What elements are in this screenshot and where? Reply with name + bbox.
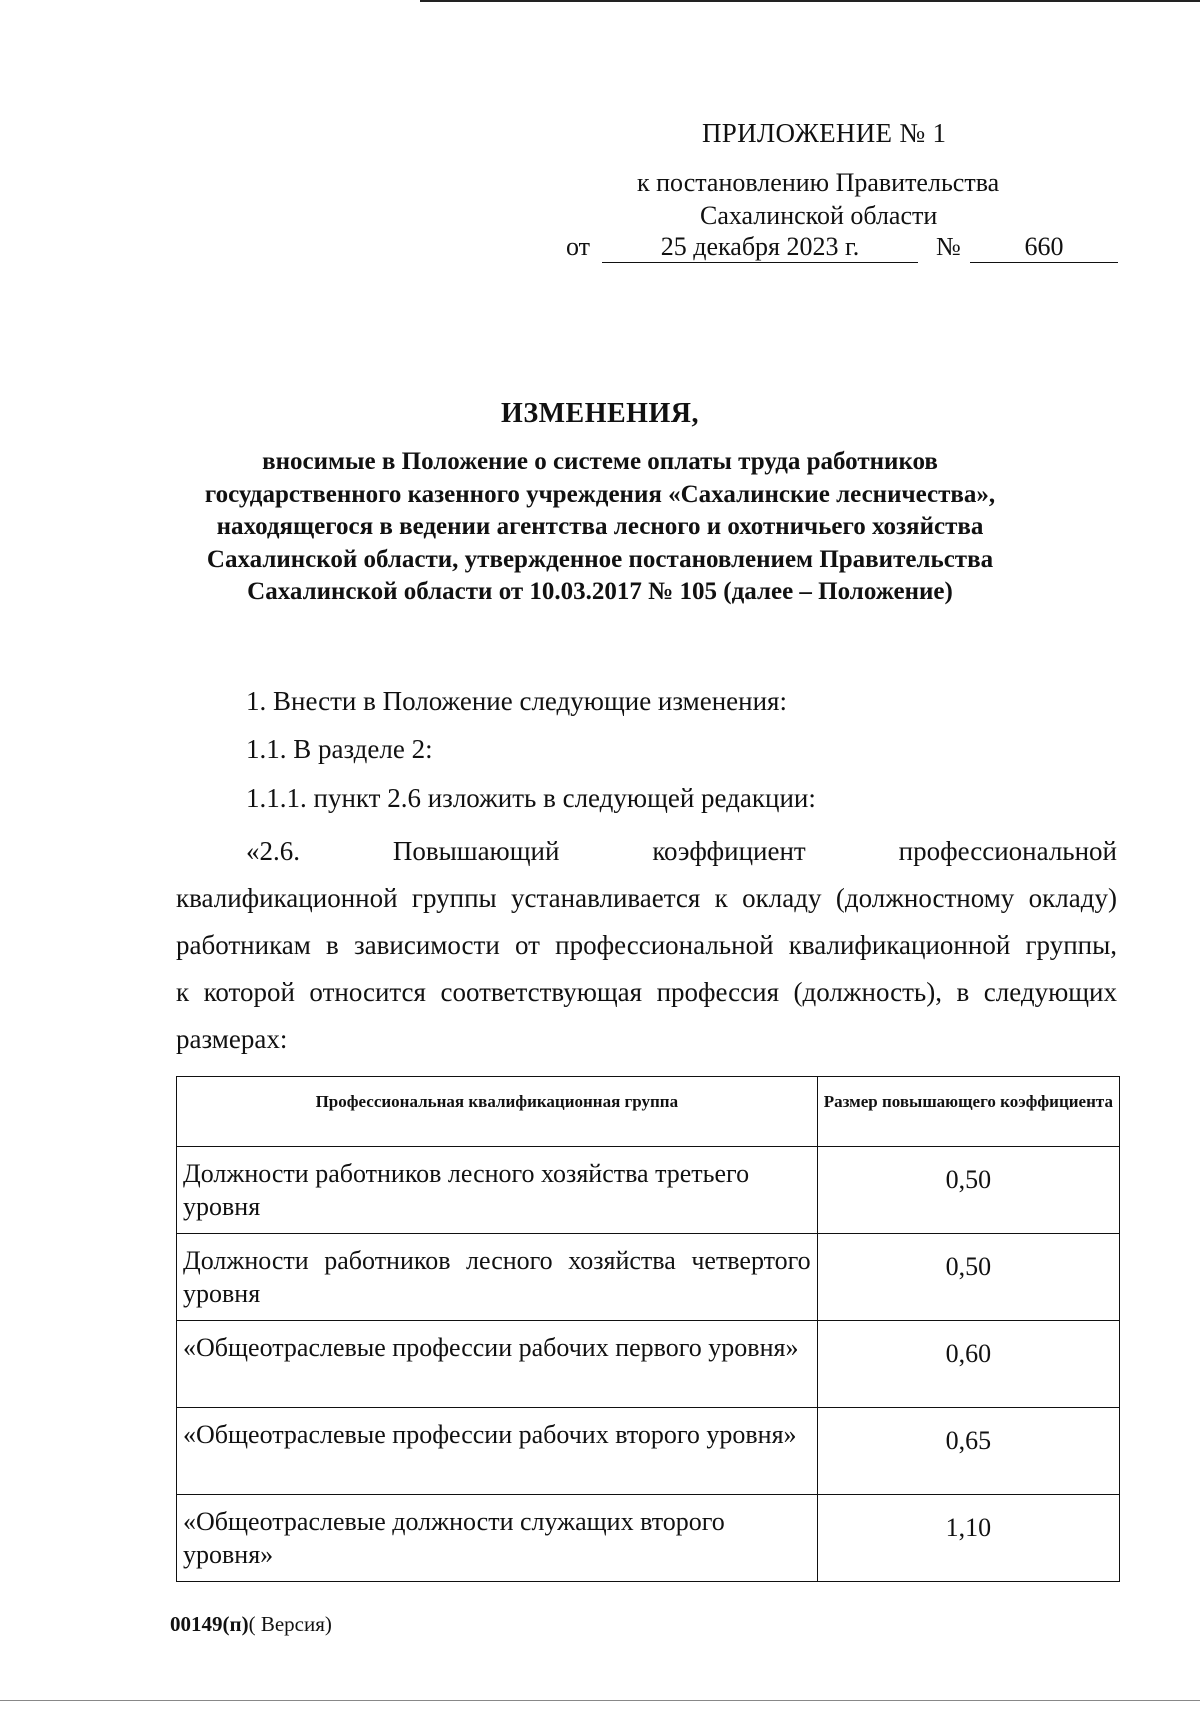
document-version-code [170,1612,332,1637]
top-rule [420,0,1200,2]
paragraph-1: 1. Внести в Положение следующие изменения: [246,686,787,716]
coefficient-cell: 0,50 [817,1147,1119,1234]
group-cell: Должности работников лесного хозяйства третьего уровня [177,1147,818,1234]
document-title: ИЗМЕНЕНИЯ, [501,398,699,429]
subtitle-line: государственного казенного учреждения «Сахалинские лесничества», [204,480,996,508]
body-line: работникам в зависимости от профессиональной квалификационной группы, [176,930,1117,960]
column-header-group: Профессиональная квалификационная группа [177,1077,818,1147]
paragraph-1-1-1: 1.1.1. пункт 2.6 изложить в следующей редакции: [246,783,816,813]
body-line: «2.6. Повышающий коэффициент профессиональной [246,836,1117,866]
coefficient-cell: 0,65 [817,1408,1119,1495]
group-cell: «Общеотраслевые профессии рабочих второго уровня» [177,1408,818,1495]
version-label: ( Версия) [248,1612,332,1636]
body-line: квалификационной группы устанавливается к окладу (должностному окладу) [176,883,1117,913]
resolution-date: 25 декабря 2023 г. [602,232,918,263]
table-row [177,1234,1120,1321]
subtitle-line: Сахалинской области от 10.03.2017 № 105 (далее – Положение) [247,578,953,605]
appendix-to-resolution: к постановлению Правительства [637,168,1000,197]
group-cell: «Общеотраслевые профессии рабочих первого уровня» [177,1321,818,1408]
coefficient-cell: 0,50 [817,1234,1119,1321]
coefficient-cell: 0,60 [817,1321,1119,1408]
number-label: № [936,232,961,261]
table-row [177,1147,1120,1234]
subtitle-line: Сахалинской области, утвержденное постановлением Правительства [206,545,994,573]
document-code: 00149(п) [170,1612,249,1636]
document-subtitle [0,446,1200,609]
column-header-coefficient: Размер повышающего коэффициента [817,1077,1119,1147]
body-line: размерах: [176,1024,288,1054]
table-header-row [177,1077,1120,1147]
table-row [177,1408,1120,1495]
body-line: к которой относится соответствующая профессия (должность), в следующих [176,977,1117,1007]
group-cell: Должности работников лесного хозяйства четвертого уровня [177,1234,818,1321]
table-row [177,1495,1120,1582]
subtitle-line: вносимые в Положение о системе оплаты труда работников [262,448,938,475]
appendix-title: ПРИЛОЖЕНИЕ № 1 [702,118,947,148]
coefficient-cell: 1,10 [817,1495,1119,1582]
bottom-rule [0,1700,1200,1701]
group-cell: «Общеотраслевые должности служащих второго уровня» [177,1495,818,1582]
table-row [177,1321,1120,1408]
coefficient-table [176,1076,1120,1582]
paragraph-2-6 [176,828,1117,1063]
resolution-number: 660 [970,232,1118,263]
appendix-region: Сахалинской области [700,201,938,230]
from-label: от [566,232,591,261]
subtitle-line: находящегося в ведении агентства лесного и охотничьего хозяйства [216,513,984,540]
paragraph-1-1: 1.1. В разделе 2: [246,734,433,764]
